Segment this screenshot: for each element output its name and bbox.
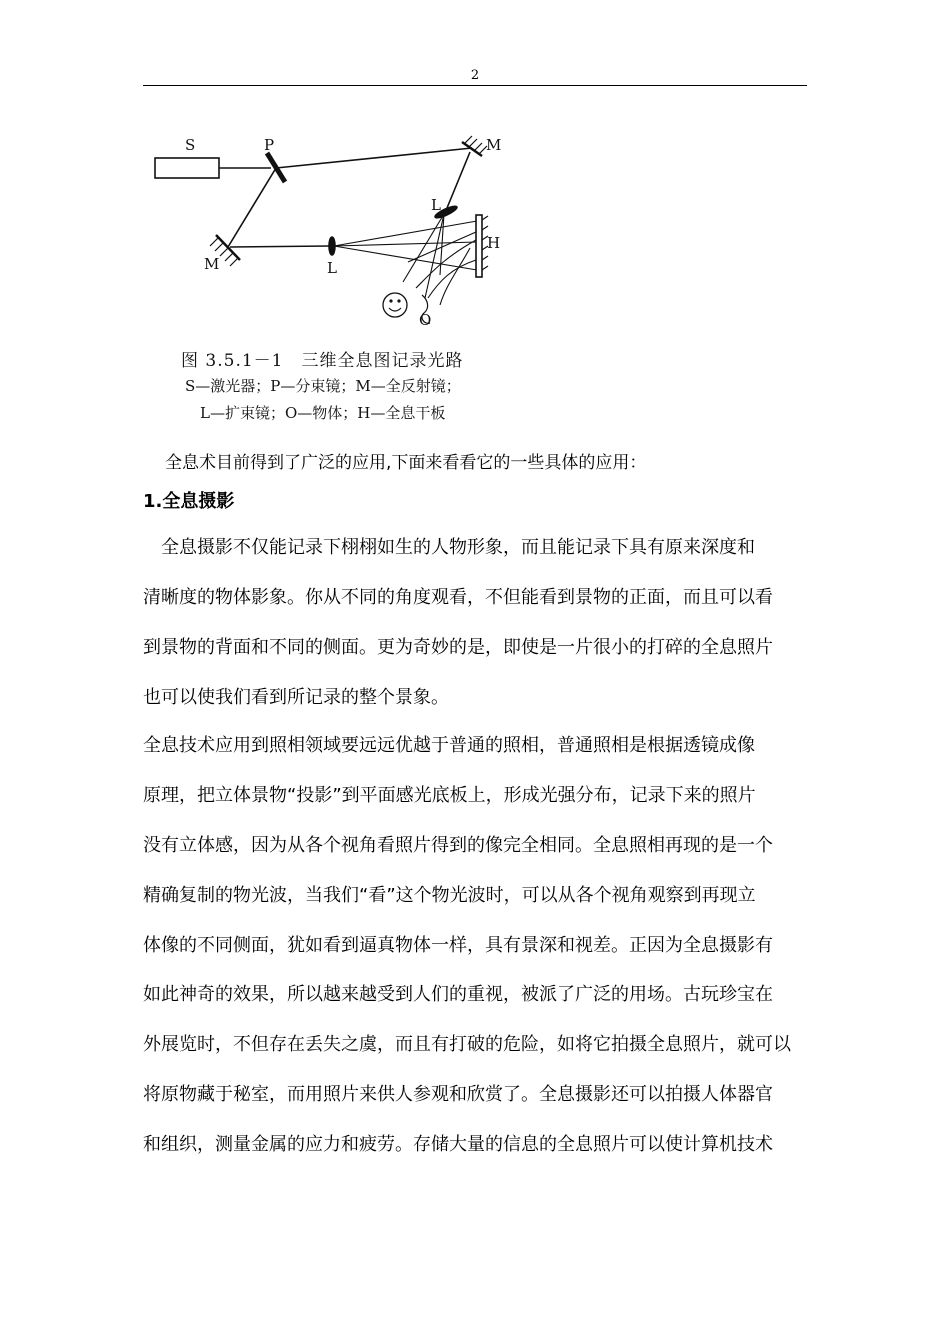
paragraph-line: 清晰度的物体影象。你从不同的角度观看，不但能看到景物的正面，而且可以看 (143, 586, 773, 608)
label-s: S (185, 136, 196, 154)
hologram-plate (476, 215, 482, 277)
paragraph-line: 将原物藏于秘室，而用照片来供人参观和欣赏了。全息摄影还可以拍摄人体器官 (143, 1084, 773, 1106)
figure-legend-line-1: S—激光器；P—分束镜；M—全反射镜； (185, 377, 461, 395)
beam-to-top-mirror (276, 148, 472, 168)
section-heading: 1.全息摄影 (143, 491, 235, 512)
page-number: 2 (470, 68, 480, 83)
intro-sentence: 全息术目前得到了广泛的应用,下面来看看它的一些具体的应用： (165, 453, 647, 473)
label-l-lower: L (327, 259, 337, 277)
reference-beam-rays (334, 221, 477, 270)
beam-to-left-mirror (228, 168, 276, 247)
label-o: O (419, 311, 432, 329)
paragraph-line: 原理，把立体景物“投影”到平面感光底板上，形成光强分布，记录下来的照片 (143, 784, 756, 806)
paragraph-1 (143, 523, 807, 723)
figure-caption-title: 图 3.5.1－1 三维全息图记录光路 (181, 351, 464, 371)
paragraph-line: 全息技术应用到照相领域要远远优越于普通的照相，普通照相是根据透镜成像 (143, 735, 755, 756)
optical-path-diagram (140, 120, 520, 345)
paragraph-line: 如此神奇的效果，所以越来越受到人们的重视，被派了广泛的用场。古玩珍宝在 (143, 984, 773, 1006)
paragraph-line: 体像的不同侧面，犹如看到逼真物体一样，具有景深和视差。正因为全息摄影有 (143, 934, 773, 956)
label-l-upper: L (431, 196, 441, 214)
label-p: P (264, 136, 275, 154)
paragraph-line: 和组织，测量金属的应力和疲劳。存储大量的信息的全息照片可以使计算机技术 (143, 1134, 773, 1156)
beam-to-upper-lens (447, 152, 470, 208)
optical-setup-figure (140, 120, 520, 430)
paragraph-line: 也可以使我们看到所记录的整个景象。 (143, 686, 449, 708)
label-m-left: M (204, 255, 220, 273)
paragraph-line: 没有立体感，因为从各个视角看照片得到的像完全相同。全息照相再现的是一个 (143, 834, 773, 856)
paragraph-line: 精确复制的物光波，当我们“看”这个物光波时，可以从各个视角观察到再现立 (143, 884, 756, 906)
label-h: H (487, 234, 501, 252)
laser-source (155, 158, 219, 178)
paragraph-line: 到景物的背面和不同的侧面。更为奇妙的是，即使是一片很小的打碎的全息照片 (143, 636, 773, 658)
paragraph-line: 外展览时，不但存在丢失之虞，而且有打破的危险，如将它拍摄全息照片，就可以 (143, 1034, 791, 1056)
label-m-top: M (486, 136, 502, 154)
object-smiley (383, 293, 407, 317)
paragraph-2 (143, 721, 807, 1170)
beam-to-lower-lens (230, 246, 330, 247)
paragraph-line: 全息摄影不仅能记录下栩栩如生的人物形象，而且能记录下具有原来深度和 (143, 537, 755, 558)
figure-legend-line-2: L—扩束镜；O—物体；H—全息干板 (200, 404, 446, 422)
header-rule (143, 85, 807, 86)
